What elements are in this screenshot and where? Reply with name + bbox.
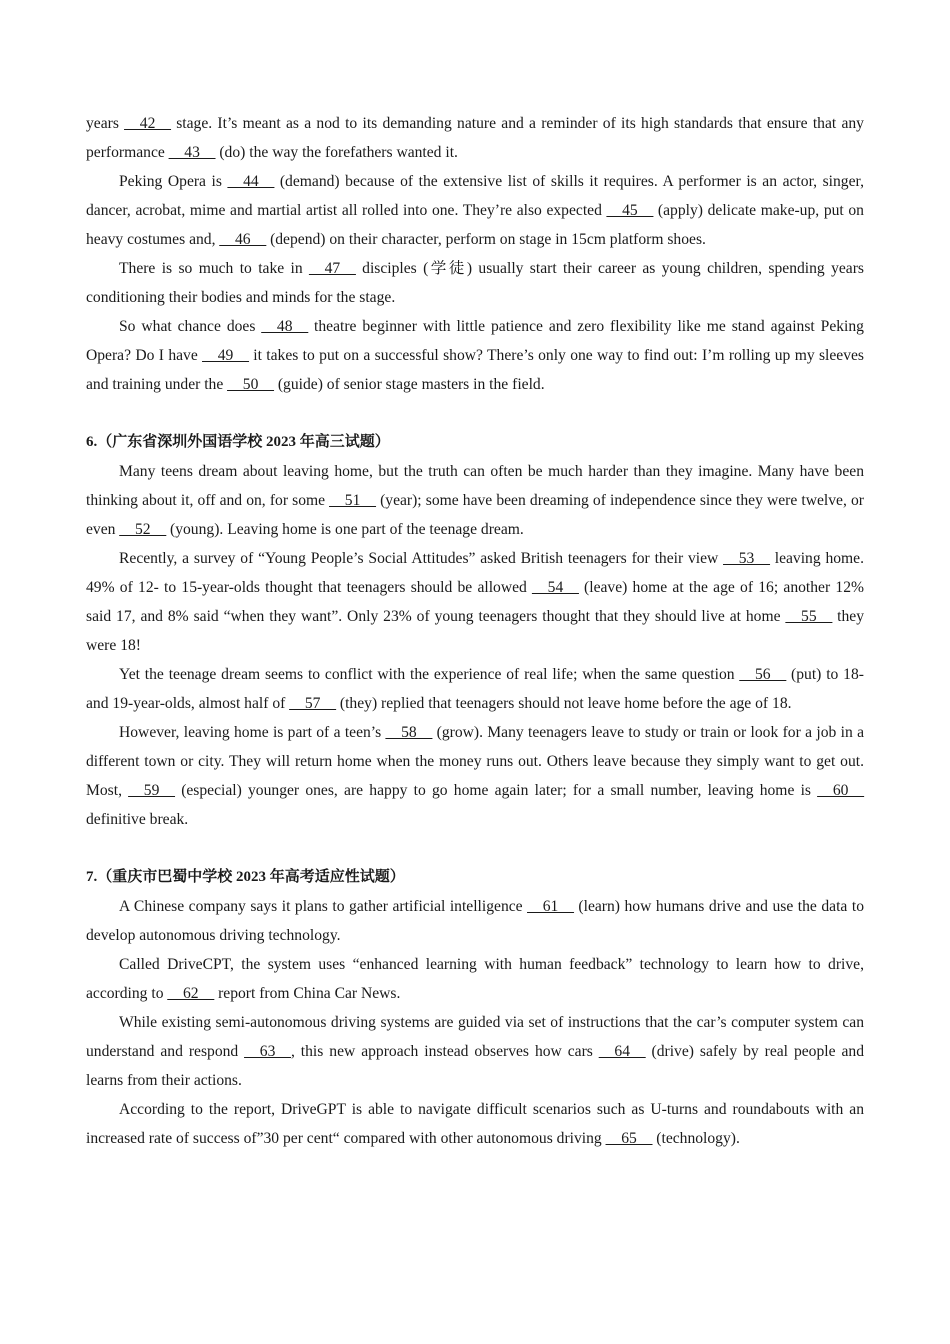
section-gap (86, 399, 864, 428)
passage7-paragraph-1: A Chinese company says it plans to gather artificial intelligence __61__ (learn) how humans drive and use the data to develop autonomous driving technology. (86, 898, 865, 944)
passage5-paragraph-1: years __42__ stage. It’s meant as a nod to its demanding nature and a reminder of its high standards that ensure that any performance __43__ (do) the way the forefathers wanted it. (86, 115, 864, 161)
passage5-paragraph-4: So what chance does __48__ theatre beginner with little patience and zero flexibility like me stand against Peking Opera? Do I have __49__ it takes to put on a successful show? There’s only one way to find out: I’m rolling up my sleeves and training under the __50__ (guide) of senior stage masters in the field. (86, 318, 865, 393)
blank-45[interactable]: __45__ (606, 202, 654, 219)
blank-60[interactable]: __60__ (817, 782, 864, 799)
passage7-heading: 7.（重庆市巴蜀中学校 2023 年高考适应性试题） (86, 869, 405, 885)
passage5-paragraph-3: There is so much to take in __47__ disciples (学徒) usually start their career as young children, spending years conditioning their bodies and minds for the stage. (86, 260, 864, 306)
blank-43[interactable]: __43__ (168, 144, 216, 161)
blank-65[interactable]: __65__ (605, 1130, 653, 1147)
passage6-heading: 6.（广东省深圳外国语学校 2023 年高三试题） (86, 434, 390, 450)
blank-49[interactable]: __49__ (202, 347, 249, 364)
blank-54[interactable]: __54__ (532, 579, 579, 596)
passage7-paragraph-4: According to the report, DriveGPT is able to navigate difficult scenarios such as U-turns and roundabouts with an increased rate of success of”30 per cent“ compared with other autonomous driving __65__ (technology). (86, 1101, 864, 1147)
blank-44[interactable]: __44__ (227, 173, 275, 190)
blank-50[interactable]: __50__ (227, 376, 274, 393)
passage7-paragraph-3: While existing semi-autonomous driving systems are guided via set of instructions that the car’s computer system can understand and respond __63__, this new approach instead observes how cars __64__ (drive) safely by real people and learns from their actions. (86, 1014, 864, 1089)
blank-61[interactable]: __61__ (527, 898, 574, 915)
blank-42[interactable]: __42__ (124, 115, 171, 132)
blank-48[interactable]: __48__ (261, 318, 309, 335)
blank-55[interactable]: __55__ (785, 608, 833, 625)
blank-46[interactable]: __46__ (219, 231, 267, 248)
passage6-paragraph-1: Many teens dream about leaving home, but the truth can often be much harder than they imagine. Many have been thinking about it, off and on, for some __51__ (year); some have been dreaming of independence since they were twelve, or even __52__ (young). Leaving home is one part of the teenage dream. (86, 463, 864, 538)
blank-62[interactable]: __62__ (167, 985, 215, 1002)
blank-58[interactable]: __58__ (385, 724, 433, 741)
blank-64[interactable]: __64__ (598, 1043, 646, 1060)
blank-53[interactable]: __53__ (723, 550, 770, 567)
blank-52[interactable]: __52__ (119, 521, 167, 538)
blank-63[interactable]: __63__ (244, 1043, 291, 1060)
blank-59[interactable]: __59__ (128, 782, 175, 799)
blank-51[interactable]: __51__ (329, 492, 376, 509)
section-gap (86, 834, 864, 863)
blank-56[interactable]: __56__ (739, 666, 787, 683)
blank-47[interactable]: __47__ (309, 260, 356, 277)
passage6-paragraph-4: However, leaving home is part of a teen’s __58__ (grow). Many teenagers leave to study or train or look for a job in a different town or city. They will return home when the money runs out. Others leave because they simply want to get out. Most, __59__ (especial) younger ones, are happy to go home again later; for a small number, leaving home is __60__ definitive break. (86, 724, 864, 828)
passage6-paragraph-2: Recently, a survey of “Young People’s Social Attitudes” asked British teenagers for their view __53__ leaving home. 49% of 12- to 15-year-olds thought that teenagers should be allowed __54__ (leave) home at the age of 16; another 12% said 17, and 8% said “when they want”. Only 23% of young teenagers thought that they should live at home __55__ they were 18! (86, 550, 865, 654)
passage6-paragraph-3: Yet the teenage dream seems to conflict with the experience of real life; when the same question __56__ (put) to 18- and 19-year-olds, almost half of __57__ (they) replied that teenagers should not leave home before the age of 18. (86, 666, 864, 712)
passage5-paragraph-2: Peking Opera is __44__ (demand) because of the extensive list of skills it requires. A performer is an actor, singer, dancer, acrobat, mime and martial artist all rolled into one. They’re also expected __45__ (apply) delicate make-up, put on heavy costumes and, __46__ (depend) on their character, perform on stage in 15cm platform shoes. (86, 173, 864, 248)
blank-57[interactable]: __57__ (289, 695, 336, 712)
passage7-paragraph-2: Called DriveCPT, the system uses “enhanced learning with human feedback” technology to learn how to drive, according to __62__ report from China Car News. (86, 956, 864, 1002)
